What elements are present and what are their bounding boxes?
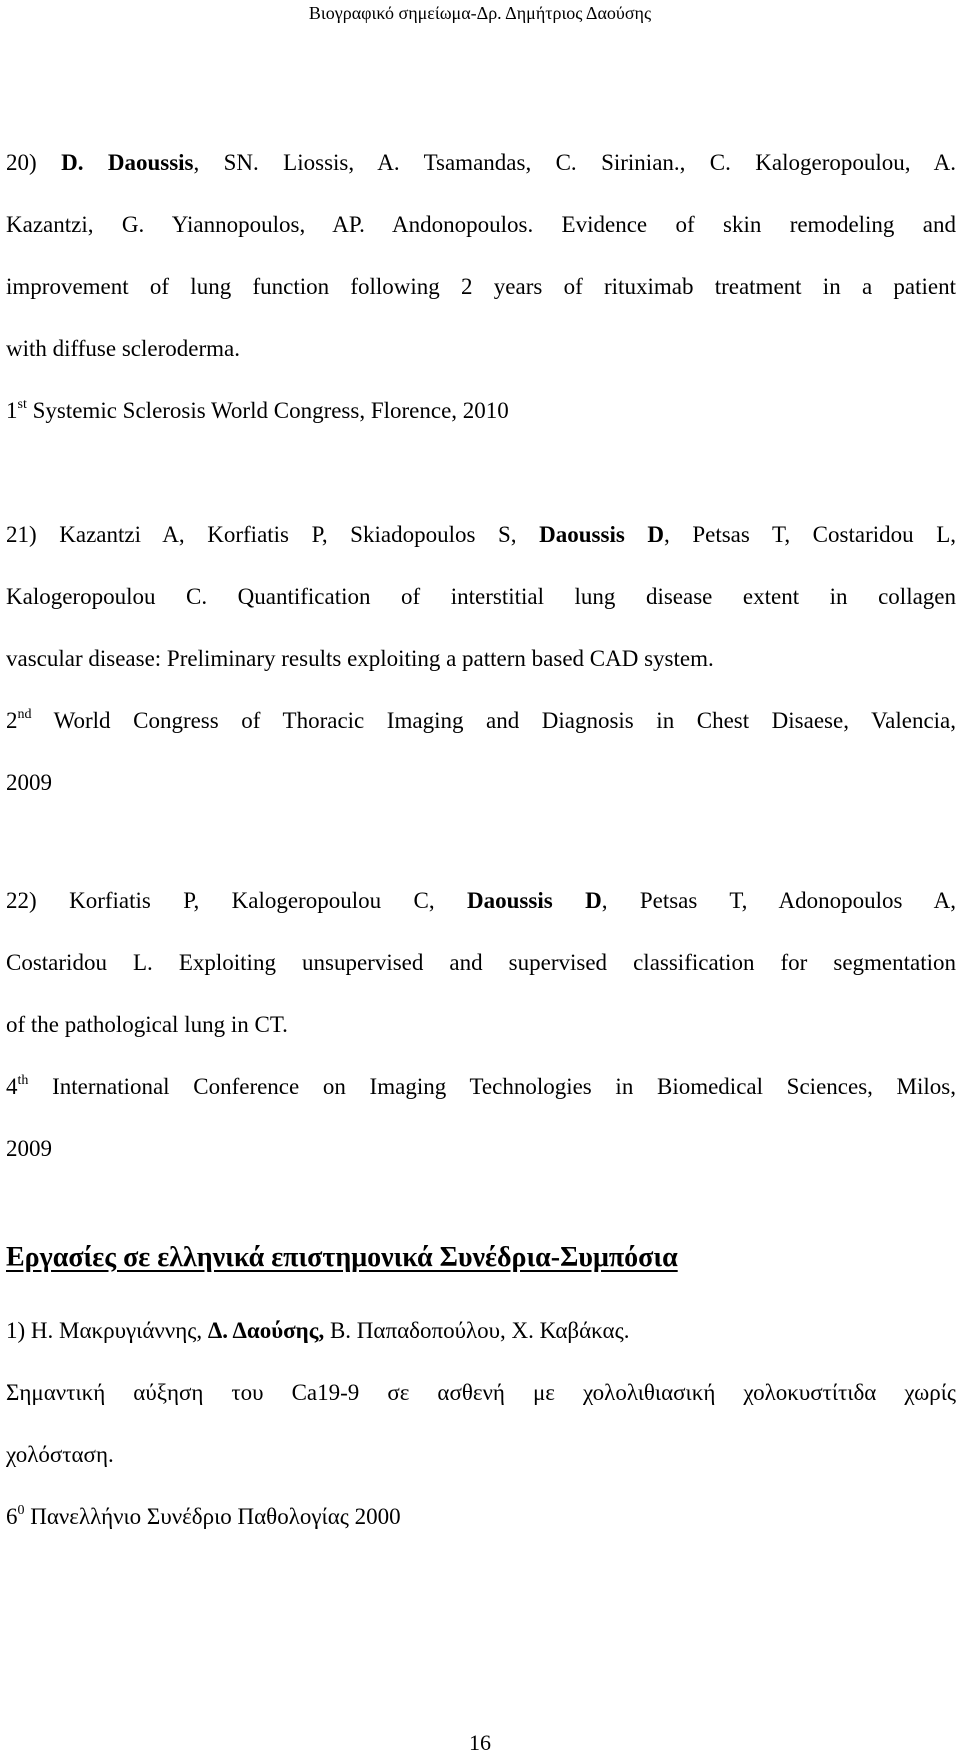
entry-text-line: Costaridou L. Exploiting unsupervised and supervised classification for segmentation	[6, 950, 956, 975]
publication-entry-21	[6, 504, 956, 814]
spacer	[6, 814, 956, 870]
publication-entry-20	[6, 132, 956, 442]
venue-ordinal-suffix: nd	[17, 707, 32, 722]
venue-ordinal-suffix: th	[17, 1073, 29, 1088]
entry-authors: Η. Μακρυγιάννης,	[30, 1318, 203, 1343]
entry-text-line: Kalogeropoulou C. Quantification of interstitial lung disease extent in collagen	[6, 584, 956, 609]
entry-authors: , Petsas T, Costaridou L,	[663, 522, 956, 547]
entry-text-line: Kazantzi, G. Yiannopoulos, AP. Andonopoulos. Evidence of skin remodeling and	[6, 212, 956, 237]
highlighted-author: Δ. Δαούσης,	[207, 1318, 325, 1343]
venue-year: 2009	[6, 770, 52, 795]
venue-ordinal-suffix: 0	[17, 1503, 25, 1518]
venue-ordinal-suffix: st	[17, 397, 27, 412]
entry-authors-line	[6, 1300, 956, 1362]
entry-text-line: χολόσταση.	[6, 1442, 114, 1467]
entry-authors: Β. Παπαδοπούλου, Χ. Καβάκας.	[329, 1318, 630, 1343]
entry-authors-line	[6, 504, 956, 566]
entry-text-line: with diffuse scleroderma.	[6, 336, 240, 361]
document-body	[6, 132, 956, 1548]
entry-authors-line	[6, 870, 956, 932]
entry-venue	[6, 1486, 956, 1548]
entry-number: 1)	[6, 1318, 26, 1343]
entry-authors: , SN. Liossis, A. Tsamandas, C. Sirinian., C. Kalogeropoulou, A.	[193, 150, 957, 175]
venue-ordinal: 4	[6, 1074, 18, 1099]
entry-number: 21)	[6, 522, 37, 547]
venue-text: Πανελλήνιο Συνέδριο Παθολογίας 2000	[30, 1504, 401, 1529]
venue-text: World Congress of Thoracic Imaging and Diagnosis in Chest Disaese, Valencia,	[53, 708, 956, 733]
greek-conference-entry-1	[6, 1300, 956, 1548]
section-heading: Εργασίες σε ελληνικά επιστημονικά Συνέδρια-Συμπόσια	[6, 1242, 678, 1273]
spacer	[6, 442, 956, 504]
venue-ordinal: 6	[6, 1504, 18, 1529]
venue-text: Systemic Sclerosis World Congress, Florence, 2010	[32, 398, 509, 423]
entry-number: 20)	[6, 150, 37, 175]
entry-authors: Korfiatis P, Kalogeropoulou C,	[69, 888, 435, 913]
entry-text-line: Σημαντική αύξηση του Ca19-9 σε ασθενή με χολολιθιασική χολοκυστίτιδα χωρίς	[6, 1380, 956, 1405]
running-title: Βιογραφικό σημείωμα-Δρ. Δημήτριος Δαούσης	[308, 3, 652, 23]
spacer	[6, 1284, 956, 1300]
publication-entry-22	[6, 870, 956, 1180]
spacer	[6, 1180, 956, 1232]
highlighted-author: Daoussis D	[467, 888, 602, 913]
entry-venue	[6, 380, 956, 442]
page-header	[0, 2, 960, 24]
venue-ordinal: 2	[6, 708, 18, 733]
venue-text: International Conference on Imaging Technologies in Biomedical Sciences, Milos,	[52, 1074, 956, 1099]
entry-authors: Kazantzi A, Korfiatis P, Skiadopoulos S,	[59, 522, 517, 547]
entry-authors: , Petsas T, Adonopoulos A,	[601, 888, 957, 913]
highlighted-author: D. Daoussis	[61, 150, 194, 175]
highlighted-author: Daoussis D	[539, 522, 664, 547]
entry-text-line: improvement of lung function following 2 years of rituximab treatment in a patient	[6, 274, 956, 299]
entry-authors-line	[6, 132, 956, 194]
venue-ordinal: 1	[6, 398, 18, 423]
entry-text-line: vascular disease: Preliminary results exploiting a pattern based CAD system.	[6, 646, 714, 671]
entry-venue	[6, 1056, 956, 1118]
entry-text-line: of the pathological lung in CT.	[6, 1012, 288, 1037]
venue-year: 2009	[6, 1136, 52, 1161]
page-number: 16	[469, 1730, 491, 1755]
entry-number: 22)	[6, 888, 37, 913]
entry-venue	[6, 690, 956, 752]
